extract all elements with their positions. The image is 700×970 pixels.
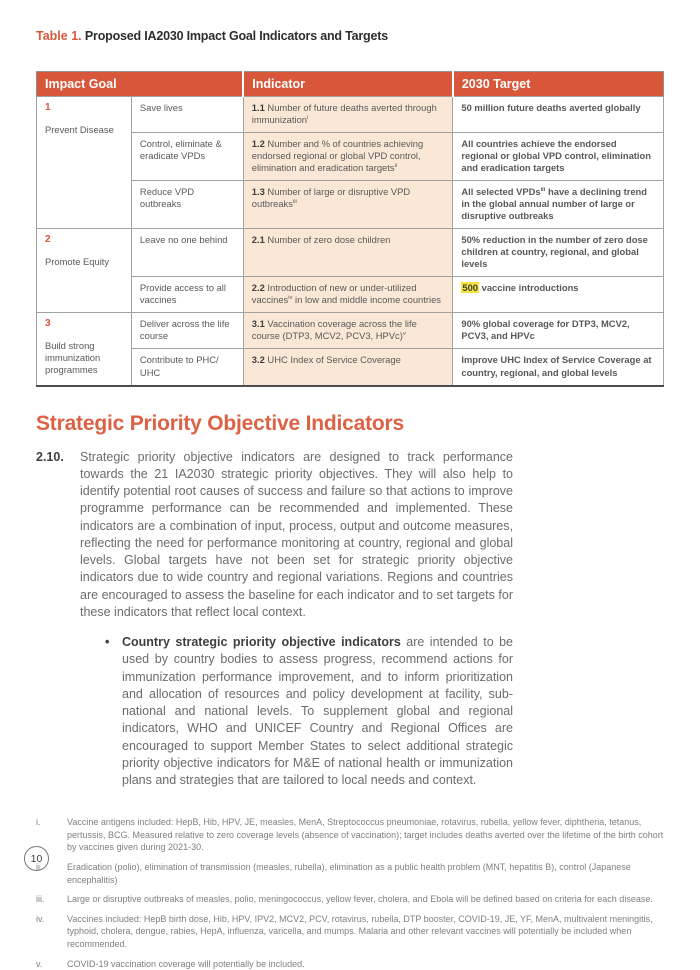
impact-table-body: [37, 97, 664, 386]
footnote-text: Vaccine antigens included: HepB, Hib, HPV, JE, measles, MenA, Streptococcus pneumoniae, rotavirus, rubella, yellow fever, diphtheria, tetanus, pertussis, BCG. Measured relative to zero coverage levels (absence of vaccination); target includes deaths averted over the lifetime of the birth cohort by vaccines given during 2021-30.: [67, 817, 664, 853]
footnote-label: i.: [36, 817, 41, 828]
bullet-item: [105, 634, 664, 789]
indicator-cell: 1.1 Number of future deaths averted through immunization$^i$: [243, 97, 453, 133]
header-2030-target: 2030 Target: [453, 72, 664, 97]
impact-goal-number: 2: [45, 234, 51, 246]
target-cell: Improve UHC Index of Service Coverage at country, regional, and global levels: [453, 349, 664, 386]
footnotes: [36, 816, 664, 970]
sub-goal-cell: Deliver across the life course: [131, 313, 243, 349]
impact-goal-cell: [37, 97, 132, 229]
target-cell: 50 million future deaths averted globally: [453, 97, 664, 133]
target-cell: 90% global coverage for DTP3, MCV2, PCV3, and HPVc: [453, 313, 664, 349]
footnote-text: Eradication (polio), elimination of transmission (measles, rubella), elimination as a public health problem (MNT, hepatitis B), control (Japanese encephalitis): [67, 862, 631, 885]
table-caption: [36, 28, 664, 44]
footnote-item: [36, 958, 664, 970]
table-row: [37, 133, 664, 181]
paragraph-2-10: [36, 449, 664, 622]
sub-goal-cell: Control, eliminate & eradicate VPDs: [131, 133, 243, 181]
footnote-text: Large or disruptive outbreaks of measles, polio, meningococcus, yellow fever, cholera, and Ebola will be defined based on criteria for each disease.: [67, 894, 653, 905]
footnote-label: v.: [36, 958, 43, 969]
header-indicator: Indicator: [243, 72, 453, 97]
sub-goal-cell: Reduce VPD outbreaks: [131, 181, 243, 229]
table-row: [37, 277, 664, 313]
table-row: [37, 313, 664, 349]
target-cell: All selected VPDs$^{iii}$ have a declining trend in the global annual number of large or disruptive outbreaks: [453, 181, 664, 229]
footnote-text: Vaccines included: HepB birth dose, Hib, HPV, IPV2, MCV2, PCV, rotavirus, rubella, DTP booster, COVID-19, JE, YF, MenA, multivalent meningitis, typhoid, cholera, dengue, rabies, HepA, influenza, varicella, and mumps. Malaria and other relevant vaccines will potentially be included when recommended.: [67, 913, 653, 950]
bullet-marker-icon: •: [105, 635, 110, 650]
table-caption-text: Proposed IA2030 Impact Goal Indicators and Targets: [81, 29, 388, 43]
indicator-cell: 3.2 UHC Index of Service Coverage: [243, 349, 453, 386]
footnote-label: iii.: [36, 894, 45, 905]
table-row: [37, 229, 664, 277]
sub-goal-cell: Save lives: [131, 97, 243, 133]
indicator-cell: 2.2 Introduction of new or under-utilized vaccines$^{iv}$ in low and middle income countries: [243, 277, 453, 313]
paragraph-text: Strategic priority objective indicators are designed to track performance towards the 21 IA2030 strategic priority objectives. They will also help to identify potential root causes of success and failure so that actions to improve programme performance can be recommended and implemented. These indicators are a combination of input, process, output and outcome measures, reflecting the need for performance monitoring at country, regional and global levels. Global targets have not been set for strategic priority objective indicators due to wide country and regional variations. Regions and countries are encouraged to assess the baseline for each indicator and to set targets for these indicators that reflect local context.: [80, 449, 513, 619]
footnote-item: [36, 913, 664, 951]
impact-goal-name: Promote Equity: [45, 256, 110, 268]
header-impact-goal: Impact Goal: [37, 72, 244, 97]
footnote-item: [36, 861, 664, 886]
impact-goal-name: Prevent Disease: [45, 123, 114, 135]
impact-goal-name: Build strong immunization programmes: [45, 340, 101, 376]
target-cell: 50% reduction in the number of zero dose children at country, regional, and global levels: [453, 229, 664, 277]
section-heading: Strategic Priority Objective Indicators: [36, 411, 404, 435]
impact-goal-number: 1: [45, 102, 51, 113]
target-cell: 500 vaccine introductions: [453, 277, 664, 313]
indicator-cell: 2.1 Number of zero dose children: [243, 229, 453, 277]
footnote-item: [36, 816, 664, 854]
footnote-text: COVID-19 vaccination coverage will potentially be included.: [67, 958, 305, 969]
table-row: [37, 181, 664, 229]
indicator-cell: 1.2 Number and % of countries achieving endorsed regional or global VPD control, elimination and eradication targets$^{ii}$: [243, 133, 453, 181]
footnote-label: ii.: [36, 862, 43, 873]
impact-goal-number: 3: [45, 318, 51, 330]
sub-goal-cell: Leave no one behind: [131, 229, 243, 277]
sub-goal-cell: Contribute to PHC/ UHC: [131, 349, 243, 386]
table-header-row: [37, 72, 664, 97]
impact-goal-table: [36, 71, 664, 387]
footnote-label: iv.: [36, 913, 45, 924]
bullet-text: Country strategic priority objective indicators are intended to be used by country bodies to assess progress, recommend actions for immunization performance improvement, and to inform prioritization and allocation of resources and policy development at facility, sub-national and national levels. To supplement global and regional indicators, WHO and UNICEF Country and Regional Offices are encouraged to support Member States to select additional strategic priority objective indicators for M&E of national health or immunization plans and strategies that are tailored to local needs and context.: [122, 635, 513, 788]
indicator-cell: 3.1 Vaccination coverage across the life course (DTP3, MCV2, PCV3, HPVc)$^v$: [243, 313, 453, 349]
footnote-item: [36, 893, 664, 906]
impact-goal-cell: [37, 313, 132, 386]
impact-goal-cell: [37, 229, 132, 313]
page-number-badge: 10: [24, 846, 49, 871]
target-cell: All countries achieve the endorsed regional or global VPD control, elimination and eradication targets: [453, 133, 664, 181]
sub-goal-cell: Provide access to all vaccines: [131, 277, 243, 313]
paragraph-number: 2.10.: [36, 449, 64, 464]
table-row: [37, 97, 664, 133]
table-caption-label: Table 1.: [36, 29, 82, 43]
table-row: [37, 349, 664, 386]
indicator-cell: 1.3 Number of large or disruptive VPD outbreaks$^{iii}$: [243, 181, 453, 229]
